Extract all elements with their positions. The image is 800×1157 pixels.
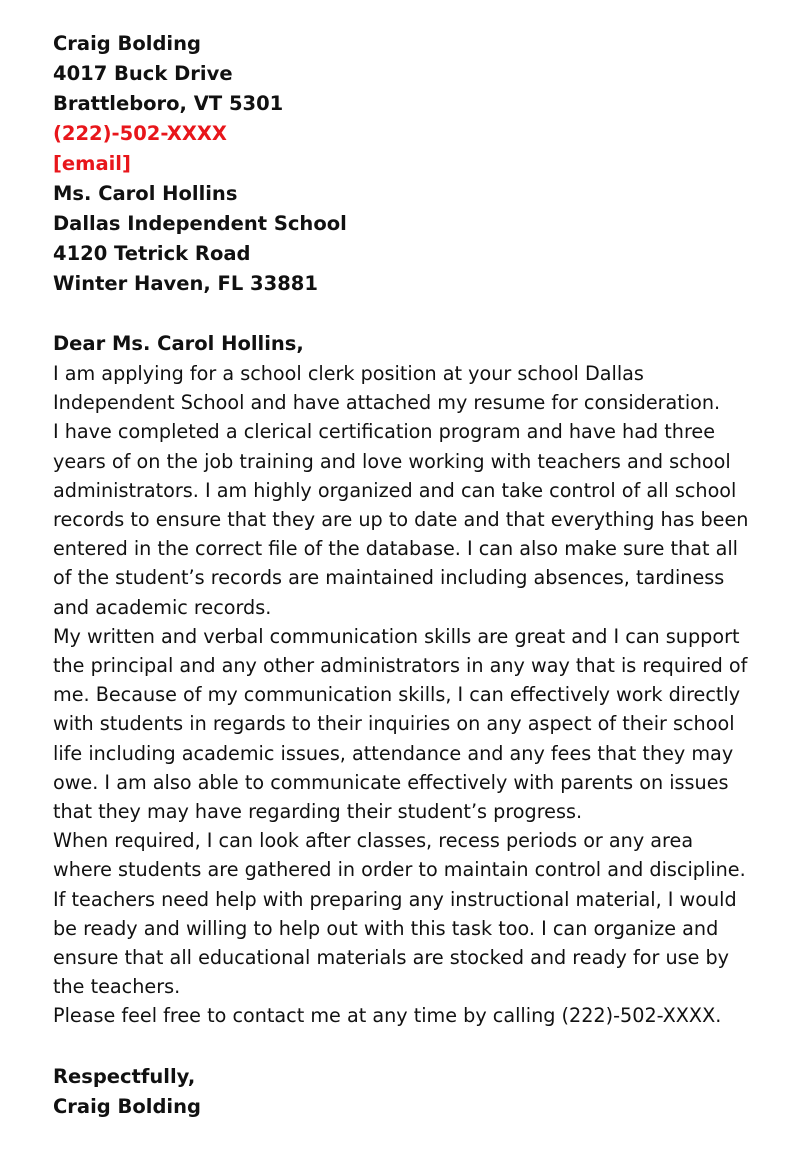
paragraph-line: life including academic issues, attendance and any fees that they may (53, 741, 734, 765)
paragraph-line: me. Because of my communication skills, I can effectively work directly (53, 683, 741, 707)
paragraph-line: the teachers. (53, 975, 181, 999)
paragraph-line: Independent School and have attached my resume for consideration. (53, 391, 721, 415)
paragraph-line: where students are gathered in order to maintain control and discipline. (53, 858, 746, 882)
salutation: Dear Ms. Carol Hollins, (53, 332, 304, 355)
paragraph-line: When required, I can look after classes, recess periods or any area (53, 829, 694, 853)
recipient-name: Ms. Carol Hollins (53, 182, 238, 205)
recipient-block (53, 179, 793, 299)
paragraph-5 (53, 1001, 753, 1030)
paragraph-line: entered in the correct file of the database. I can also make sure that all (53, 537, 739, 561)
letter-body (53, 359, 793, 1031)
paragraph-line: with students in regards to their inquiries on any aspect of their school (53, 712, 735, 736)
sender-email: [email] (53, 152, 131, 175)
paragraph-line: ensure that all educational materials are stocked and ready for use by (53, 946, 730, 970)
sender-address-line2: Brattleboro, VT 5301 (53, 92, 284, 115)
paragraph-3 (53, 622, 753, 826)
recipient-address-line1: 4120 Tetrick Road (53, 242, 251, 265)
paragraph-line: records to ensure that they are up to date and that everything has been (53, 508, 749, 532)
sender-block (53, 29, 793, 179)
paragraph-line: If teachers need help with preparing any instructional material, I would (53, 887, 737, 911)
salutation-block (53, 329, 793, 359)
sender-name: Craig Bolding (53, 32, 201, 55)
paragraph-line: My written and verbal communication skills are great and I can support (53, 624, 740, 648)
closing: Respectfully, (53, 1064, 196, 1088)
recipient-address-line2: Winter Haven, FL 33881 (53, 272, 318, 295)
paragraph-line: I have completed a clerical certification program and have had three (53, 420, 716, 444)
paragraph-line: the principal and any other administrators in any way that is required of (53, 654, 748, 678)
signature-name: Craig Bolding (53, 1094, 201, 1118)
paragraph-line: be ready and willing to help out with this task too. I can organize and (53, 916, 719, 940)
sender-phone: (222)-502-XXXX (53, 122, 227, 145)
paragraph-line: of the student’s records are maintained including absences, tardiness (53, 566, 725, 590)
paragraph-line: administrators. I am highly organized and can take control of all school (53, 478, 737, 502)
paragraph-1 (53, 359, 753, 417)
paragraph-2 (53, 417, 753, 621)
paragraph-line: years of on the job training and love working with teachers and school (53, 449, 731, 473)
cover-letter (53, 29, 793, 1122)
paragraph-line: owe. I am also able to communicate effectively with parents on issues (53, 770, 729, 794)
paragraph-line: I am applying for a school clerk position at your school Dallas (53, 362, 644, 385)
paragraph-line: Please feel free to contact me at any time by calling (222)-502-XXXX. (53, 1004, 722, 1028)
paragraph-4 (53, 826, 753, 1001)
paragraph-line: and academic records. (53, 595, 272, 619)
closing-block (53, 1062, 793, 1122)
recipient-organization: Dallas Independent School (53, 212, 347, 235)
sender-address-line1: 4017 Buck Drive (53, 62, 233, 85)
paragraph-line: that they may have regarding their student’s progress. (53, 800, 583, 824)
